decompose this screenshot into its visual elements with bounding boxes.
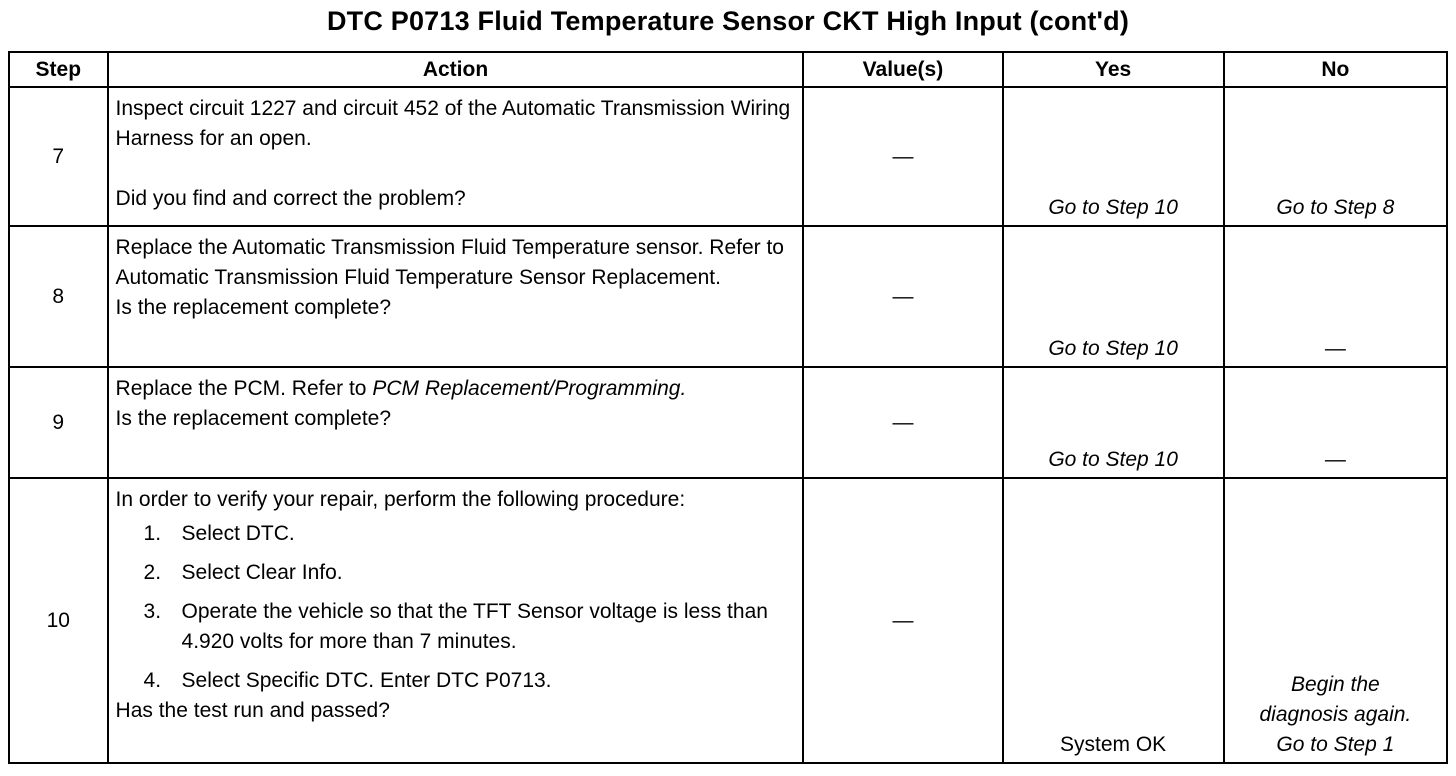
- diagnostic-table: [8, 51, 1448, 764]
- value-cell: —: [803, 478, 1002, 763]
- action-cell: [108, 478, 804, 763]
- yes-result: Go to Step 10: [1048, 337, 1178, 360]
- no-cell: [1224, 226, 1447, 367]
- header-no: No: [1224, 52, 1447, 87]
- no-cell: [1224, 367, 1447, 478]
- table-row: [9, 367, 1447, 478]
- action-cell: [108, 87, 804, 226]
- table-row: [9, 478, 1447, 763]
- procedure-list: [116, 519, 797, 696]
- action-prefix: Replace the PCM. Refer to: [115, 377, 373, 400]
- procedure-step: 1. Select DTC.: [143, 522, 295, 545]
- table-row: [9, 87, 1447, 226]
- yes-cell: [1003, 87, 1224, 226]
- action-question: Has the test run and passed?: [115, 699, 390, 722]
- step-number: 7: [9, 87, 108, 226]
- yes-cell: [1003, 226, 1224, 367]
- header-step: Step: [9, 52, 108, 87]
- step-number: 8: [9, 226, 108, 367]
- value-cell: —: [803, 226, 1002, 367]
- no-cell: [1224, 87, 1447, 226]
- action-reference: PCM Replacement/Programming.: [372, 377, 687, 400]
- procedure-step: 2. Select Clear Info.: [143, 561, 343, 584]
- action-cell: [108, 226, 804, 367]
- header-action: Action: [108, 52, 804, 87]
- yes-result: System OK: [1060, 733, 1167, 756]
- value-cell: —: [803, 367, 1002, 478]
- step-number: 10: [9, 478, 108, 763]
- procedure-step: 4. Select Specific DTC. Enter DTC P0713.: [143, 669, 552, 692]
- no-cell: [1224, 478, 1447, 763]
- action-text: [116, 374, 797, 404]
- step-number: 9: [9, 367, 108, 478]
- action-text: Replace the Automatic Transmission Fluid Temperature sensor. Refer to Automatic Transmission Fluid Temperature Sensor Replacement.: [115, 236, 784, 289]
- yes-result: Go to Step 10: [1048, 448, 1178, 471]
- no-result: —: [1324, 448, 1346, 471]
- page-title: DTC P0713 Fluid Temperature Sensor CKT High Input (cont'd): [326, 6, 1130, 36]
- table-row: [9, 226, 1447, 367]
- no-result: —: [1324, 337, 1346, 360]
- table-header-row: [9, 52, 1447, 87]
- value-cell: —: [803, 87, 1002, 226]
- action-question: Did you find and correct the problem?: [115, 187, 466, 210]
- yes-result: Go to Step 10: [1048, 196, 1178, 219]
- no-result: Go to Step 8: [1276, 196, 1395, 219]
- yes-cell: [1003, 367, 1224, 478]
- action-cell: [108, 367, 804, 478]
- action-text: Inspect circuit 1227 and circuit 452 of the Automatic Transmission Wiring Harness for an open.: [115, 97, 791, 150]
- action-question: Is the replacement complete?: [115, 296, 392, 319]
- header-yes: Yes: [1003, 52, 1224, 87]
- yes-cell: [1003, 478, 1224, 763]
- action-text: In order to verify your repair, perform the following procedure:: [115, 488, 686, 511]
- no-result: Begin the diagnosis again. Go to Step 1: [1259, 673, 1412, 756]
- header-values: Value(s): [803, 52, 1002, 87]
- action-question: Is the replacement complete?: [115, 407, 392, 430]
- procedure-step: 3. Operate the vehicle so that the TFT Sensor voltage is less than 4.920 volts for more than 7 minutes.: [143, 600, 768, 653]
